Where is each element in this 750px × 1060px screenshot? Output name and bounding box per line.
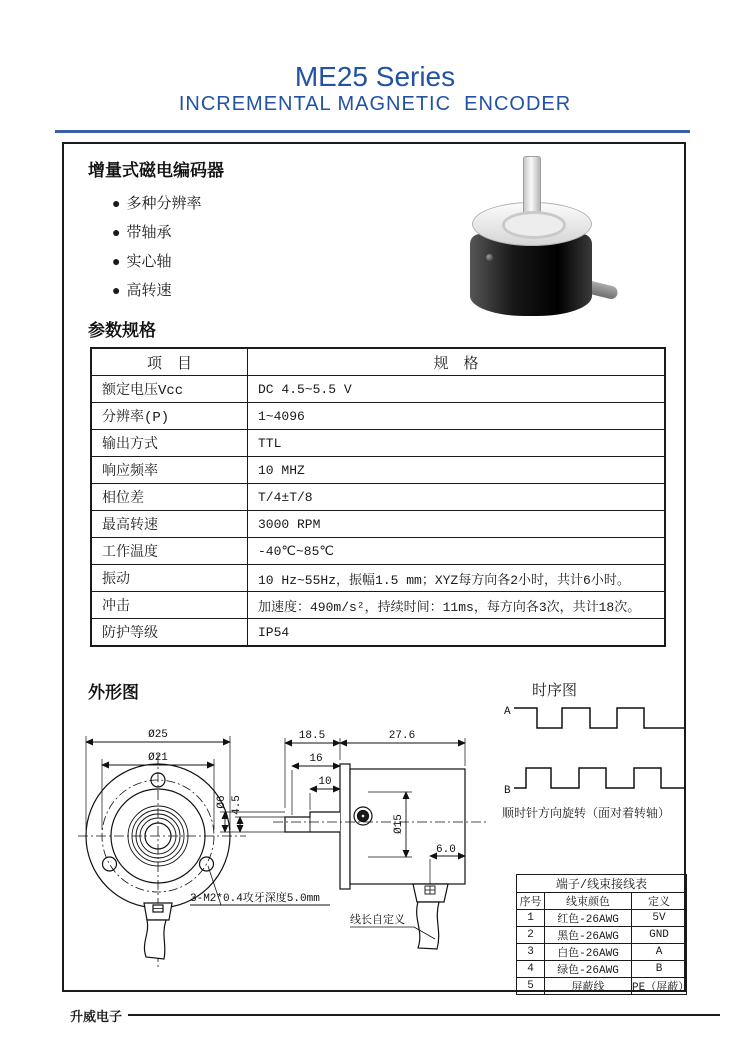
wire-color: 黑色-26AWG: [545, 927, 632, 944]
table-row: [517, 961, 687, 978]
wire-no: 5: [517, 978, 545, 995]
bullet-icon: ●: [112, 223, 121, 240]
footer-rule: [128, 1014, 720, 1016]
spec-col-item: 项 目: [91, 348, 248, 376]
specs-heading: 参数规格: [88, 321, 156, 340]
table-row: [91, 565, 665, 592]
spec-item: 振动: [91, 565, 248, 592]
table-row: [91, 511, 665, 538]
wire-def: 5V: [632, 910, 687, 927]
wire-color: 绿色-26AWG: [545, 961, 632, 978]
wire-no: 2: [517, 927, 545, 944]
wire-color: 红色-26AWG: [545, 910, 632, 927]
spec-value: 10 Hz~55Hz，振幅1.5 mm；XYZ每方向各2小时，共计6小时。: [248, 565, 666, 592]
dim-276: 27.6: [388, 730, 416, 742]
outline-drawing: [68, 696, 508, 986]
spec-item: 冲击: [91, 592, 248, 619]
spec-item: 相位差: [91, 484, 248, 511]
wire-def: B: [632, 961, 687, 978]
spec-value: 10 MHZ: [248, 457, 666, 484]
table-row: [91, 376, 665, 403]
content-box: [62, 142, 690, 994]
feature-label: 带轴承: [126, 224, 172, 241]
dim-d21: Ø21: [148, 752, 168, 764]
wiring-table: [516, 874, 690, 995]
photo-screw: [486, 254, 493, 261]
feature-label: 实心轴: [126, 253, 172, 270]
spec-item: 响应频率: [91, 457, 248, 484]
company-name: 升威电子: [70, 1009, 123, 1024]
page-subtitle: INCREMENTAL MAGNETIC ENCODER: [178, 93, 572, 115]
table-row: [91, 484, 665, 511]
wire-no: 1: [517, 910, 545, 927]
wire-def: GND: [632, 927, 687, 944]
product-photo: [456, 156, 606, 316]
channel-a-label: A: [504, 706, 511, 718]
wiring-col-no: 序号: [517, 893, 545, 910]
spec-item: 最高转速: [91, 511, 248, 538]
table-row: [517, 910, 687, 927]
page-title: ME25 Series: [294, 61, 456, 92]
table-row: [517, 927, 687, 944]
feature-list: [112, 188, 201, 304]
spec-value: DC 4.5~5.5 V: [248, 376, 666, 403]
waveform-a: [514, 708, 686, 728]
feature-label: 多种分辨率: [126, 195, 202, 212]
wire-no: 4: [517, 961, 545, 978]
wiring-title-row: [517, 875, 687, 893]
bullet-icon: ●: [112, 194, 121, 211]
spec-item: 额定电压Vcc: [91, 376, 248, 403]
table-row: [517, 944, 687, 961]
wiring-col-color: 线束颜色: [545, 893, 632, 910]
table-row: [91, 619, 665, 647]
feature-item: [112, 275, 201, 304]
dim-d25: Ø25: [148, 729, 168, 741]
dim-10: 10: [318, 776, 332, 788]
wiring-title: 端子/线束接线表: [517, 875, 687, 893]
spec-item: 输出方式: [91, 430, 248, 457]
channel-b-label: B: [504, 785, 511, 797]
spec-value: 1~4096: [248, 403, 666, 430]
spec-table: [90, 347, 666, 647]
bullet-icon: ●: [112, 281, 121, 298]
spec-value: 加速度：490m/s²，持续时间：11ms，每方向各3次，共计18次。: [248, 592, 666, 619]
dim-60: 6.0: [436, 844, 456, 856]
timing-diagram: [502, 700, 692, 800]
intro-heading: 增量式磁电编码器: [88, 161, 224, 180]
wiring-col-def: 定义: [632, 893, 687, 910]
dim-16: 16: [309, 753, 323, 765]
table-row: [517, 978, 687, 995]
wiring-header-row: [517, 893, 687, 910]
cable-note: 线长自定义: [350, 915, 405, 927]
dim-185: 18.5: [298, 730, 326, 742]
outline-heading: 外形图: [88, 683, 139, 702]
wire-no: 3: [517, 944, 545, 961]
table-row: [91, 457, 665, 484]
page-footer: [70, 1006, 730, 1026]
tap-note: 3-M2*0.4攻牙深度5.0mm: [190, 893, 320, 905]
wire-def: PE（屏蔽）: [632, 978, 687, 995]
spec-value: 3000 RPM: [248, 511, 666, 538]
table-row: [91, 592, 665, 619]
waveform-b: [514, 768, 686, 788]
spec-item: 分辨率(P): [91, 403, 248, 430]
feature-item: [112, 246, 201, 275]
spec-value: IP54: [248, 619, 666, 647]
wire-color: 屏蔽线: [545, 978, 632, 995]
wire-color: 白色-26AWG: [545, 944, 632, 961]
spec-value: -40℃~85℃: [248, 538, 666, 565]
feature-label: 高转速: [126, 282, 172, 299]
spec-col-spec: 规 格: [248, 348, 666, 376]
spec-item: 防护等级: [91, 619, 248, 647]
photo-bearing: [502, 211, 566, 239]
table-row: [91, 430, 665, 457]
timing-caption: 顺时针方向旋转（面对着转轴）: [502, 806, 671, 820]
timing-heading: 时序图: [532, 682, 578, 699]
dim-d6: Ø6: [216, 795, 228, 809]
spec-value: TTL: [248, 430, 666, 457]
spec-header-row: [91, 348, 665, 376]
spec-item: 工作温度: [91, 538, 248, 565]
dim-d15: Ø15: [393, 814, 405, 834]
spec-value: T/4±T/8: [248, 484, 666, 511]
photo-shaft: [523, 156, 541, 218]
feature-item: [112, 188, 201, 217]
header-rule: [55, 130, 690, 133]
photo-body: [470, 234, 592, 316]
table-row: [91, 403, 665, 430]
feature-item: [112, 217, 201, 246]
dim-45: 4.5: [231, 795, 243, 815]
bullet-icon: ●: [112, 252, 121, 269]
table-row: [91, 538, 665, 565]
wire-def: A: [632, 944, 687, 961]
